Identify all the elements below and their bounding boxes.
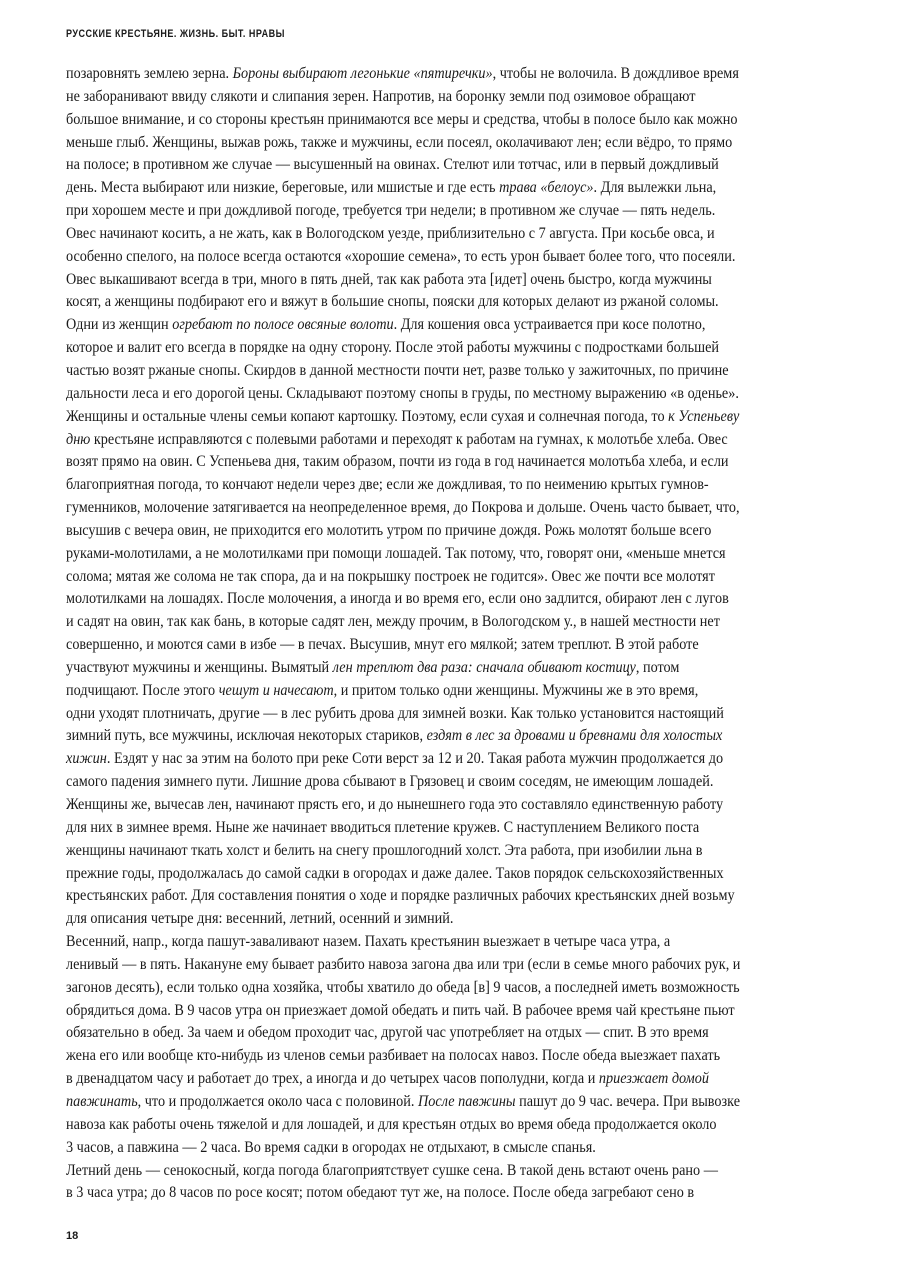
text-segment: Одни из женщин <box>66 316 173 334</box>
italic-text: ездят в лес за дровами и бревнами для холостых <box>426 727 723 745</box>
text-segment: жена его или вообще кто-нибудь из членов семьи разбивает на полосах навоз. После обеда выезжает пахать <box>66 1047 721 1065</box>
text-segment: . Ездят у нас за этим на болото при реке Соти верст за 12 и 20. Такая работа мужчин продолжается до <box>106 750 724 768</box>
text-line <box>66 154 829 177</box>
italic-text: хижин <box>66 750 107 768</box>
text-segment: . Для вылежки льна, <box>593 179 717 197</box>
text-segment: обрядиться дома. В 9 часов утра он приезжает домой обедать и пить чай. В рабочее время чай крестьяне пьют <box>66 1001 735 1019</box>
body-text <box>66 63 886 1205</box>
text-segment: участвуют мужчины и женщины. Вымятый <box>66 658 333 676</box>
text-segment: самого падения зимнего пути. Лишние дрова сбывают в Грязовец и своим соседям, не имеющим лошадей. <box>66 773 714 791</box>
running-header: РУССКИЕ КРЕСТЬЯНЕ. ЖИЗНЬ. БЫТ. НРАВЫ <box>66 28 285 40</box>
text-segment: крестьяне исправляются с полевыми работами и переходят к работам на гумнах, к молотьбе хлеба. Овес <box>90 430 728 448</box>
text-segment: высушив с вечера овин, не приходится его молотить утром по причине дождя. Рожь молотят больше всего <box>66 521 712 539</box>
text-segment: Женщины же, вычесав лен, начинают прясть его, и до нынешнего года это составляло единственную работу <box>66 796 724 813</box>
text-segment: позаровнять землею зерна. <box>66 65 233 82</box>
text-segment: 3 часов, а павжина — 2 часа. Во время садки в огородах не отдыхают, в смысле спанья. <box>66 1138 596 1156</box>
text-line <box>66 200 829 223</box>
text-line <box>66 1000 829 1023</box>
text-line <box>66 908 829 931</box>
text-segment: большое внимание, и со стороны крестьян принимаются все меры и средства, чтобы в полосе было как можно <box>66 110 738 128</box>
text-line <box>66 634 829 657</box>
text-segment: для описания четыре дня: весенний, летний, осенний и зимний. <box>66 910 454 928</box>
text-segment: обязательно в обед. За чаем и обедом проходит час, другой час употребляет на отдых — спит. В это время <box>66 1024 709 1042</box>
text-line <box>66 1114 829 1137</box>
text-segment: , чтобы не волочила. В дождливое время <box>492 65 739 82</box>
text-segment: гуменников, молочение затягивается на неопределенное время, до Покрова и дольше. Очень часто бывает, что, <box>66 499 740 517</box>
italic-text: дню <box>66 430 91 448</box>
italic-text: к Успеньеву <box>668 407 740 425</box>
text-segment: подчищают. После этого <box>66 681 219 699</box>
text-line <box>66 497 829 520</box>
text-line <box>66 383 829 406</box>
text-line <box>66 725 829 748</box>
text-segment: не заборанивают ввиду слякоти и слипания зерен. Напротив, на боронку земли под озимовое обращают <box>66 87 696 105</box>
text-line <box>66 817 829 840</box>
text-segment: пашут до 9 час. вечера. При вывозке <box>515 1092 741 1110</box>
text-line <box>66 954 829 977</box>
text-line <box>66 360 829 383</box>
text-segment: зимний путь, все мужчины, исключая некоторых стариков, <box>66 727 427 745</box>
italic-text: Бороны выбирают легонькие «пятиречки» <box>232 65 493 82</box>
text-segment: частью возят ржаные снопы. Скирдов в данной местности почти нет, разве только у зажиточных, по причине <box>66 361 729 379</box>
text-line <box>66 611 829 634</box>
text-segment: меньше глыб. Женщины, выжав рожь, также и мужчины, если посеял, околачивают лен; если вёдро, то прямо <box>66 133 733 151</box>
text-segment: , что и продолжается около часа с половиной. <box>137 1092 418 1110</box>
text-segment: крестьянских работ. Для составления понятия о ходе и порядке различных рабочих крестьянских дней возьму <box>66 887 735 905</box>
text-line <box>66 703 829 726</box>
text-line <box>66 269 829 292</box>
text-segment: молотилками на лошадях. После молочения, а иногда и во время его, если оно задлится, обирают лен с лугов <box>66 590 729 608</box>
text-segment: руками-молотилами, а не молотилками при помощи лошадей. Так потому, что, говорят они, «меньше мнется <box>66 544 726 562</box>
text-segment: навоза как работы очень тяжелой и для лошадей, и для крестьян отдых во время обеда продолжается около <box>66 1115 717 1133</box>
italic-text: приезжает домой <box>598 1070 709 1088</box>
text-segment: Женщины и остальные члены семьи копают картошку. Поэтому, если сухая и солнечная погода, то <box>66 407 669 425</box>
text-segment: которое и валит его всегда в порядке на одну сторону. После этой работы мужчины с подростками большей <box>66 339 720 357</box>
text-line <box>66 977 829 1000</box>
text-line <box>66 885 829 908</box>
text-segment: Овес выкашивают всегда в три, много в пять дней, так как работа эта [идет] очень быстро, когда мужчины <box>66 270 712 288</box>
text-line <box>66 291 829 314</box>
text-segment: , потом <box>635 658 680 676</box>
text-line <box>66 86 829 109</box>
text-segment: возят прямо на овин. С Успеньева дня, таким образом, почти из года в год начинается молотьба хлеба, и если <box>66 453 729 471</box>
text-line <box>66 406 829 429</box>
text-segment: особенно спелого, на полосе всегда остаются «хорошие семена», то есть урон бывает более того, что посеяли. <box>66 247 736 265</box>
text-segment: , и притом только одни женщины. Мужчины же в это время, <box>333 681 699 699</box>
text-segment: день. Места выбирают или низкие, береговые, или мшистые и где есть <box>66 179 500 197</box>
page-number: 18 <box>66 1230 79 1242</box>
text-segment: Летний день — сенокосный, когда погода благоприятствует сушке сена. В такой день встают очень рано — <box>66 1161 718 1179</box>
italic-text: чешут и начесают <box>218 681 334 699</box>
text-segment: одни уходят плотничать, другие — в лес рубить дрова для зимней возки. Как только установится настоящий <box>66 704 724 722</box>
text-line <box>66 1045 829 1068</box>
text-line <box>66 337 829 360</box>
text-line <box>66 520 829 543</box>
text-line <box>66 566 829 589</box>
text-segment: в двенадцатом часу и работает до трех, а иногда и до четырех часов пополудни, когда и <box>66 1070 599 1088</box>
text-line <box>66 429 829 452</box>
text-line <box>66 177 829 200</box>
text-segment: Овес начинают косить, а не жать, как в Вологодском уезде, приблизительно с 7 августа. При косьбе овса, и <box>66 224 715 242</box>
text-segment: при хорошем месте и при дождливой погоде, требуется три недели; в противном же случае — пять недель. <box>66 202 716 220</box>
text-line <box>66 1022 829 1045</box>
text-line <box>66 63 829 86</box>
text-line <box>66 543 829 566</box>
text-line <box>66 474 829 497</box>
text-line <box>66 680 829 703</box>
text-line <box>66 771 829 794</box>
italic-text: лен треплют два раза: сначала обивают костицу <box>332 658 636 676</box>
italic-text: После павжины <box>417 1092 516 1110</box>
text-line <box>66 794 829 817</box>
text-line <box>66 1137 829 1160</box>
text-line <box>66 931 829 954</box>
text-segment: Весенний, напр., когда пашут-заваливают назем. Пахать крестьянин выезжает в четыре часа утра, а <box>66 933 671 951</box>
text-line <box>66 246 829 269</box>
text-segment: совершенно, и моются сами в избе — в печах. Высушив, мнут его мялкой; затем треплют. В этой работе <box>66 636 699 654</box>
text-segment: загонов десять), если только одна хозяйка, чтобы хватило до обеда [в] 9 часов, а последней иметь возможность <box>66 978 740 996</box>
text-segment: для них в зимнее время. Ныне же начинает вводиться плетение кружев. С наступлением Великого поста <box>66 818 700 836</box>
text-line <box>66 1160 829 1183</box>
text-line <box>66 588 829 611</box>
text-line <box>66 840 829 863</box>
text-segment: . Для кошения овса устраивается при косе полотно, <box>393 316 706 334</box>
text-line <box>66 1182 829 1205</box>
text-segment: благоприятная погода, то кончают недели через две; если же дождливая, то по неимению крытых гумнов- <box>66 476 709 494</box>
text-line <box>66 109 829 132</box>
text-line <box>66 748 829 771</box>
text-line <box>66 314 829 337</box>
text-segment: прежние годы, продолжалась до самой садки в огородах и даже далее. Таков порядок сельскохозяйственных <box>66 864 724 882</box>
text-line <box>66 451 829 474</box>
text-line <box>66 863 829 886</box>
text-segment: женщины начинают ткать холст и белить на снегу прошлогодний холст. Эта работа, при изобилии льна в <box>66 841 703 859</box>
text-segment: солома; мятая же солома не так спора, да и на покрышку построек не годится». Овес же почти все молотят <box>66 567 715 585</box>
text-line <box>66 1091 829 1114</box>
text-segment: косят, а женщины подбирают его и вяжут в большие снопы, пояски для которых делают из ржаной соломы. <box>66 293 719 311</box>
text-segment: и садят на овин, так как бань, в которые садят лен, между прочим, в Вологодском у., в нашей местности нет <box>66 613 720 631</box>
text-line <box>66 132 829 155</box>
text-segment: дальности леса и его дорогой цены. Складывают поэтому снопы в груды, по местному выражению «в оденье». <box>66 384 739 402</box>
text-line <box>66 223 829 246</box>
text-line <box>66 657 829 680</box>
text-line <box>66 1068 829 1091</box>
text-segment: в 3 часа утра; до 8 часов по росе косят; потом обедают тут же, на полосе. После обеда загребают сено в <box>66 1184 695 1202</box>
italic-text: павжинать <box>66 1092 138 1110</box>
text-segment: ленивый — в пять. Накануне ему бывает разбито навоза загона два или три (если в семье много рабочих рук, и <box>66 955 741 973</box>
italic-text: огребают по полосе овсяные волоти <box>172 316 394 334</box>
italic-text: трава «белоус» <box>499 179 594 197</box>
text-segment: на полосе; в противном же случае — высушенный на овинах. Стелют или тотчас, или в первый дождливый <box>66 156 719 174</box>
